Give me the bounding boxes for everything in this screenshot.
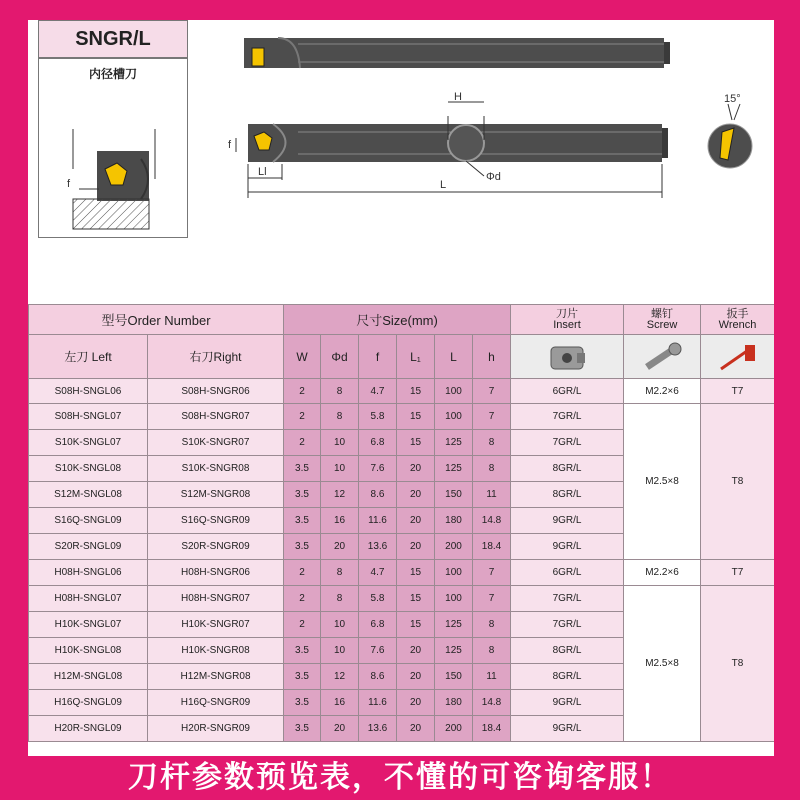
cell-h: 11 <box>473 664 511 690</box>
header-right: 右刀Right <box>148 335 284 379</box>
cell-wrench: T8 <box>701 404 774 560</box>
cell-insert: 7GR/L <box>511 430 624 456</box>
cell-h: 11 <box>473 482 511 508</box>
cell-right: H10K-SNGR07 <box>148 612 284 638</box>
cell-l1: 15 <box>397 560 435 586</box>
cell-f: 11.6 <box>359 508 397 534</box>
cell-l1: 20 <box>397 508 435 534</box>
model-title: SNGR/L <box>38 20 188 58</box>
cell-w: 3.5 <box>284 508 321 534</box>
cell-right: S20R-SNGR09 <box>148 534 284 560</box>
table-row <box>29 404 775 430</box>
cross-section <box>448 125 484 161</box>
cell-screw: M2.2×6 <box>624 379 701 404</box>
cell-right: S08H-SNGR07 <box>148 404 284 430</box>
cell-insert: 8GR/L <box>511 664 624 690</box>
cell-left: H10K-SNGL08 <box>29 638 148 664</box>
bar-top-view <box>244 38 664 68</box>
cell-l: 200 <box>435 716 473 742</box>
dim-d-label: Φd <box>486 171 501 183</box>
header-left: 左刀 Left <box>29 335 148 379</box>
cell-w: 3.5 <box>284 456 321 482</box>
cell-w: 2 <box>284 430 321 456</box>
cell-w: 2 <box>284 560 321 586</box>
cell-f: 5.8 <box>359 404 397 430</box>
cell-w: 2 <box>284 586 321 612</box>
cell-f: 13.6 <box>359 534 397 560</box>
cell-insert: 7GR/L <box>511 586 624 612</box>
cell-l: 150 <box>435 664 473 690</box>
cell-l: 125 <box>435 456 473 482</box>
cell-d: 8 <box>321 404 359 430</box>
cell-w: 2 <box>284 404 321 430</box>
cell-d: 12 <box>321 482 359 508</box>
cell-h: 14.8 <box>473 690 511 716</box>
cell-left: S10K-SNGL08 <box>29 456 148 482</box>
cell-w: 3.5 <box>284 534 321 560</box>
cell-d: 20 <box>321 534 359 560</box>
cell-insert: 9GR/L <box>511 534 624 560</box>
cell-insert: 8GR/L <box>511 638 624 664</box>
header-l: L <box>435 335 473 379</box>
cell-left: H12M-SNGL08 <box>29 664 148 690</box>
cell-left: H20R-SNGL09 <box>29 716 148 742</box>
table-row <box>29 560 775 586</box>
cell-right: H20R-SNGR09 <box>148 716 284 742</box>
cell-left: S12M-SNGL08 <box>29 482 148 508</box>
cell-wrench: T7 <box>701 560 774 586</box>
detail-label: 内径槽刀 <box>88 67 137 81</box>
cell-left: S08H-SNGL07 <box>29 404 148 430</box>
cell-w: 3.5 <box>284 482 321 508</box>
wrench-image <box>701 335 774 379</box>
cell-h: 8 <box>473 456 511 482</box>
header-screw: 螺钉 Screw <box>624 305 701 335</box>
cell-insert: 8GR/L <box>511 456 624 482</box>
spec-table <box>28 304 774 742</box>
cell-h: 14.8 <box>473 508 511 534</box>
cell-h: 7 <box>473 586 511 612</box>
cell-insert: 7GR/L <box>511 404 624 430</box>
cell-f: 4.7 <box>359 560 397 586</box>
cell-f: 7.6 <box>359 638 397 664</box>
cell-f: 6.8 <box>359 430 397 456</box>
cell-l: 150 <box>435 482 473 508</box>
cell-h: 7 <box>473 560 511 586</box>
cell-right: H16Q-SNGR09 <box>148 690 284 716</box>
cell-l1: 20 <box>397 690 435 716</box>
cell-w: 2 <box>284 379 321 404</box>
cell-insert: 9GR/L <box>511 508 624 534</box>
cell-f: 5.8 <box>359 586 397 612</box>
cell-right: H08H-SNGR06 <box>148 560 284 586</box>
cell-f: 11.6 <box>359 690 397 716</box>
cell-d: 8 <box>321 560 359 586</box>
cell-screw: M2.5×8 <box>624 586 701 742</box>
cell-left: H16Q-SNGL09 <box>29 690 148 716</box>
cell-l1: 20 <box>397 482 435 508</box>
cell-d: 12 <box>321 664 359 690</box>
header-d: Φd <box>321 335 359 379</box>
header-order-number: 型号Order Number <box>29 305 284 335</box>
cell-f: 6.8 <box>359 612 397 638</box>
dim-angle-label: 15° <box>724 93 741 105</box>
cell-l1: 20 <box>397 716 435 742</box>
screw-image <box>624 335 701 379</box>
insert-image <box>511 335 624 379</box>
cell-l1: 15 <box>397 612 435 638</box>
cell-l: 125 <box>435 638 473 664</box>
cell-f: 8.6 <box>359 482 397 508</box>
tool-drawing <box>28 20 774 303</box>
cell-right: H12M-SNGR08 <box>148 664 284 690</box>
cell-left: S20R-SNGL09 <box>29 534 148 560</box>
cell-d: 16 <box>321 690 359 716</box>
promo-banner: 刀杆参数预览表，不懂的可咨询客服！ <box>0 756 800 800</box>
header-insert: 刀片 Insert <box>511 305 624 335</box>
cell-h: 8 <box>473 430 511 456</box>
cell-right: S08H-SNGR06 <box>148 379 284 404</box>
cell-l1: 15 <box>397 586 435 612</box>
cell-l1: 20 <box>397 534 435 560</box>
dim-l-label: L <box>440 179 447 191</box>
cell-l: 200 <box>435 534 473 560</box>
cell-d: 8 <box>321 379 359 404</box>
cell-d: 10 <box>321 430 359 456</box>
cell-d: 8 <box>321 586 359 612</box>
cell-w: 3.5 <box>284 716 321 742</box>
cell-right: S12M-SNGR08 <box>148 482 284 508</box>
header-h: h <box>473 335 511 379</box>
cell-left: H08H-SNGL06 <box>29 560 148 586</box>
cell-screw: M2.5×8 <box>624 404 701 560</box>
cell-h: 8 <box>473 638 511 664</box>
cell-l: 180 <box>435 508 473 534</box>
top-insert-icon <box>252 48 264 66</box>
cell-w: 3.5 <box>284 638 321 664</box>
table-row <box>29 379 775 404</box>
cell-right: S10K-SNGR07 <box>148 430 284 456</box>
cell-f: 7.6 <box>359 456 397 482</box>
cell-left: S16Q-SNGL09 <box>29 508 148 534</box>
cell-wrench: T7 <box>701 379 774 404</box>
cell-insert: 9GR/L <box>511 690 624 716</box>
cell-f: 4.7 <box>359 379 397 404</box>
cell-insert: 6GR/L <box>511 379 624 404</box>
cell-w: 2 <box>284 612 321 638</box>
cell-right: S16Q-SNGR09 <box>148 508 284 534</box>
cell-w: 3.5 <box>284 664 321 690</box>
technical-drawing <box>28 20 774 303</box>
cell-insert: 8GR/L <box>511 482 624 508</box>
cell-d: 16 <box>321 508 359 534</box>
cell-l: 100 <box>435 586 473 612</box>
cell-l: 125 <box>435 430 473 456</box>
cell-left: S08H-SNGL06 <box>29 379 148 404</box>
cell-d: 10 <box>321 612 359 638</box>
cell-l1: 15 <box>397 430 435 456</box>
header-l1: L₁ <box>397 335 435 379</box>
cell-left: H08H-SNGL07 <box>29 586 148 612</box>
cell-h: 7 <box>473 404 511 430</box>
cell-l1: 15 <box>397 404 435 430</box>
cell-right: S10K-SNGR08 <box>148 456 284 482</box>
cell-l: 125 <box>435 612 473 638</box>
cell-h: 7 <box>473 379 511 404</box>
cell-l1: 20 <box>397 456 435 482</box>
cell-l1: 15 <box>397 379 435 404</box>
cell-w: 3.5 <box>284 690 321 716</box>
header-size: 尺寸Size(mm) <box>284 305 511 335</box>
cell-d: 10 <box>321 456 359 482</box>
cell-right: H10K-SNGR08 <box>148 638 284 664</box>
header-w: W <box>284 335 321 379</box>
cell-h: 8 <box>473 612 511 638</box>
cell-left: S10K-SNGL07 <box>29 430 148 456</box>
dim-h-label: H <box>454 91 462 103</box>
cell-insert: 9GR/L <box>511 716 624 742</box>
dim-f-label: f <box>228 139 232 151</box>
cell-d: 20 <box>321 716 359 742</box>
cell-screw: M2.2×6 <box>624 560 701 586</box>
cell-insert: 7GR/L <box>511 612 624 638</box>
cell-f: 13.6 <box>359 716 397 742</box>
catalog-sheet <box>28 20 774 800</box>
cell-f: 8.6 <box>359 664 397 690</box>
header-wrench: 扳手 Wrench <box>701 305 774 335</box>
table-row <box>29 586 775 612</box>
cell-right: H08H-SNGR07 <box>148 586 284 612</box>
cell-l: 100 <box>435 379 473 404</box>
cell-l1: 20 <box>397 638 435 664</box>
cell-l: 100 <box>435 404 473 430</box>
cell-wrench: T8 <box>701 586 774 742</box>
cell-insert: 6GR/L <box>511 560 624 586</box>
cell-h: 18.4 <box>473 534 511 560</box>
cell-l: 180 <box>435 690 473 716</box>
header-f: f <box>359 335 397 379</box>
svg-text:f: f <box>67 178 71 190</box>
cell-l1: 20 <box>397 664 435 690</box>
cell-d: 10 <box>321 638 359 664</box>
dim-l1-label: Ll <box>258 166 267 178</box>
cell-h: 18.4 <box>473 716 511 742</box>
cell-left: H10K-SNGL07 <box>29 612 148 638</box>
cell-l: 100 <box>435 560 473 586</box>
